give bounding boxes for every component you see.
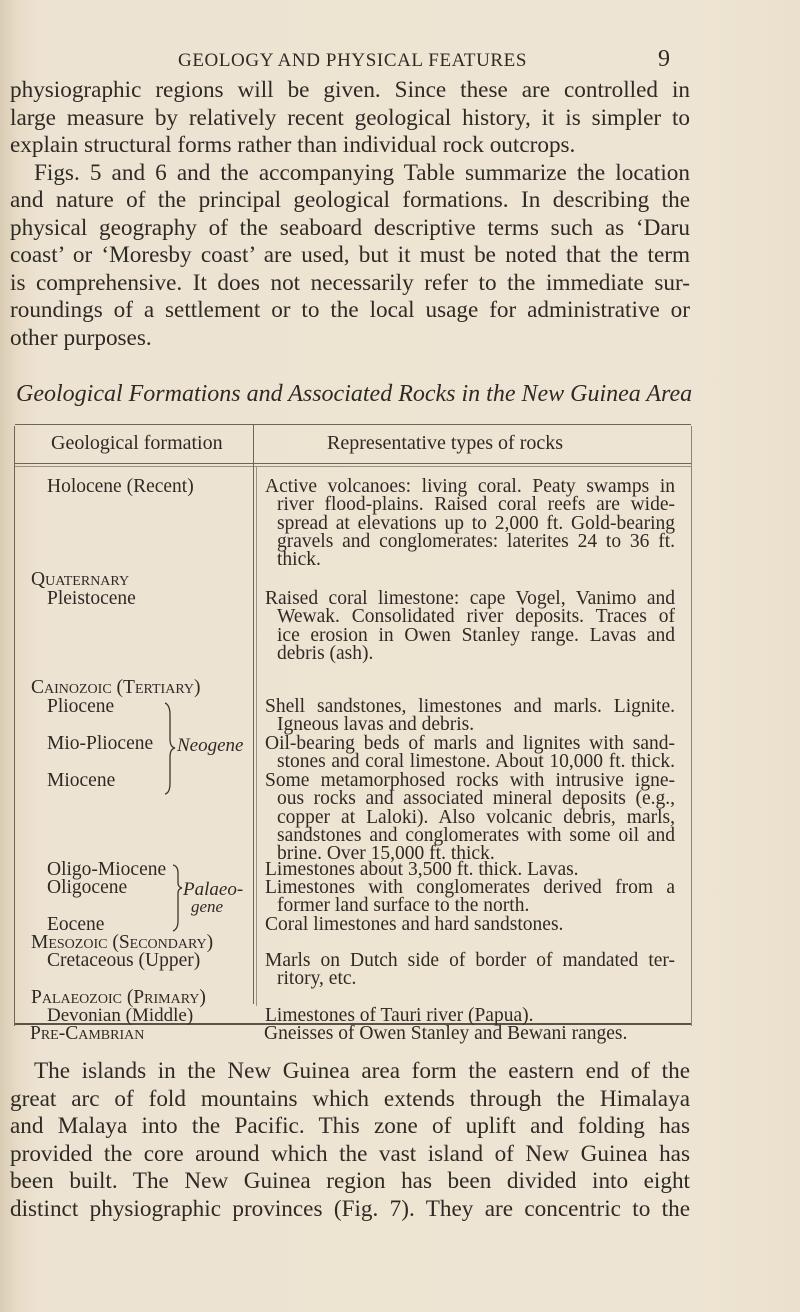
era-label: Palaeozoic (Primary) bbox=[31, 987, 206, 1008]
text-line: Limestones with conglomerates derived from a bbox=[265, 877, 675, 898]
column-divider bbox=[253, 424, 254, 1004]
text-line: distinct physiographic provinces (Fig. 7). They are concentric to the bbox=[10, 1195, 690, 1222]
text-line: provided the core around which the vast island of New Guinea has bbox=[10, 1140, 690, 1167]
table-caption: Geological Formations and Associated Rocks in the New Guinea Area bbox=[16, 381, 693, 407]
neogene-brace-icon bbox=[163, 701, 177, 796]
text-line: and nature of the principal geological formations. In describing the bbox=[10, 187, 690, 213]
text-line: ritory, etc. bbox=[277, 968, 357, 990]
column-divider bbox=[256, 466, 257, 1006]
table-top-rule bbox=[15, 424, 691, 425]
text-line: is comprehensive. It does not necessarily refer to the immediate sur- bbox=[10, 269, 690, 296]
rock-description: Gneisses of Owen Stanley and Bewani ranges. bbox=[264, 1023, 628, 1044]
neogene-label: Neogene bbox=[177, 735, 244, 756]
formation-label: Pleistocene bbox=[47, 588, 136, 609]
text-line: roundings of a settlement or to the local usage for administrative or bbox=[10, 297, 690, 323]
rock-description bbox=[265, 916, 675, 934]
rock-description bbox=[265, 952, 675, 989]
page-number: 9 bbox=[658, 46, 670, 72]
era-label: Mesozoic (Secondary) bbox=[31, 932, 214, 953]
text-line: Marls on Dutch side of border of mandated ter- bbox=[265, 950, 675, 971]
text-line: coast’ or ‘Moresby coast’ are used, but it must be noted that the term bbox=[10, 242, 690, 268]
text-line: gravels and conglomerates: laterites 24 to 36 ft. bbox=[277, 530, 675, 552]
rock-description bbox=[265, 698, 675, 735]
text-line: Limestones of Tauri river (Papua). bbox=[265, 1005, 534, 1026]
text-line: other purposes. bbox=[10, 324, 152, 351]
text-line: large measure by relatively recent geological history, it is simpler to bbox=[10, 104, 690, 131]
text-line: great arc of fold mountains which extends through the Himalaya bbox=[10, 1085, 690, 1112]
text-line: ice erosion in Owen Stanley range. Lavas and bbox=[277, 624, 675, 646]
era-label: Cainozoic (Tertiary) bbox=[31, 677, 201, 698]
formation-label: Oligocene bbox=[47, 877, 128, 898]
formation-label: Devonian (Middle) bbox=[47, 1005, 194, 1026]
text-line: explain structural forms rather than individual rock outcrops. bbox=[10, 132, 576, 158]
formation-label: Pliocene bbox=[47, 696, 115, 717]
text-line: physiographic regions will be given. Since these are controlled in bbox=[10, 77, 690, 103]
text-line: physical geography of the seaboard descriptive terms such as ‘Daru bbox=[10, 214, 690, 241]
text-line: thick. bbox=[277, 549, 321, 571]
text-line: spread at elevations up to 2,000 ft. Gold-bearing bbox=[277, 512, 675, 534]
rock-description bbox=[265, 879, 675, 916]
text-line: Wewak. Consolidated river deposits. Traces of bbox=[277, 606, 675, 628]
closing-paragraph bbox=[10, 1058, 690, 1223]
text-line: Coral limestones and hard sandstones. bbox=[265, 914, 564, 935]
rock-description bbox=[265, 735, 675, 772]
formation-label: Mio-Pliocene bbox=[47, 733, 154, 754]
rock-description bbox=[265, 478, 675, 569]
text-line: Active volcanoes: living coral. Peaty swamps in bbox=[265, 476, 675, 497]
text-line: copper at Laloki). Also volcanic debris, marls, bbox=[277, 806, 675, 828]
formation-label: Miocene bbox=[47, 770, 116, 791]
header-geological-formation: Geological formation bbox=[51, 432, 223, 454]
text-line: Limestones about 3,500 ft. thick. Lavas. bbox=[265, 859, 579, 880]
formation-label: Oligo-Miocene bbox=[47, 859, 167, 880]
text-line: former land surface to the north. bbox=[277, 895, 530, 917]
formation-label: Eocene bbox=[47, 914, 105, 935]
text-line: Igneous lavas and debris. bbox=[277, 714, 475, 736]
text-line: Some metamorphosed rocks with intrusive igne- bbox=[265, 770, 675, 791]
text-line: debris (ash). bbox=[277, 642, 374, 664]
text-line: ous rocks and associated mineral deposits (e.g., bbox=[277, 788, 675, 810]
text-line: Shell sandstones, limestones and marls. Lignite. bbox=[265, 696, 675, 717]
palaeogene-label: Palaeo- bbox=[183, 879, 244, 900]
text-line: river flood-plains. Raised coral reefs are wide- bbox=[277, 494, 675, 516]
text-line: stones and coral limestone. About 10,000 ft. thick. bbox=[277, 751, 675, 773]
table-header-rule bbox=[15, 463, 691, 464]
text-line: Figs. 5 and 6 and the accompanying Table summarize the location bbox=[34, 159, 690, 186]
rock-description bbox=[265, 772, 675, 863]
era-label: Quaternary bbox=[31, 569, 130, 590]
palaeogene-label: gene bbox=[191, 897, 224, 916]
rock-description bbox=[265, 590, 675, 663]
formation-label: Holocene (Recent) bbox=[47, 476, 194, 497]
text-line: been built. The New Guinea region has been divided into eight bbox=[10, 1168, 690, 1194]
geology-table bbox=[14, 426, 692, 1026]
era-label: Pre-Cambrian bbox=[30, 1023, 145, 1044]
formation-label: Cretaceous (Upper) bbox=[47, 950, 201, 971]
text-line: Oil-bearing beds of marls and lignites with sand- bbox=[265, 733, 675, 754]
text-line: and Malaya into the Pacific. This zone of uplift and folding has bbox=[10, 1113, 690, 1139]
text-line: The islands in the New Guinea area form the eastern end of the bbox=[34, 1058, 690, 1084]
table-header-rule bbox=[15, 466, 691, 467]
text-line: Raised coral limestone: cape Vogel, Vanimo and bbox=[265, 588, 675, 609]
text-line: sandstones and conglomerates with some oil and bbox=[277, 824, 675, 846]
intro-paragraph bbox=[10, 77, 690, 352]
running-head-title: GEOLOGY AND PHYSICAL FEATURES bbox=[178, 50, 528, 71]
header-rock-types: Representative types of rocks bbox=[327, 432, 564, 454]
text-line: brine. Over 15,000 ft. thick. bbox=[277, 843, 495, 865]
